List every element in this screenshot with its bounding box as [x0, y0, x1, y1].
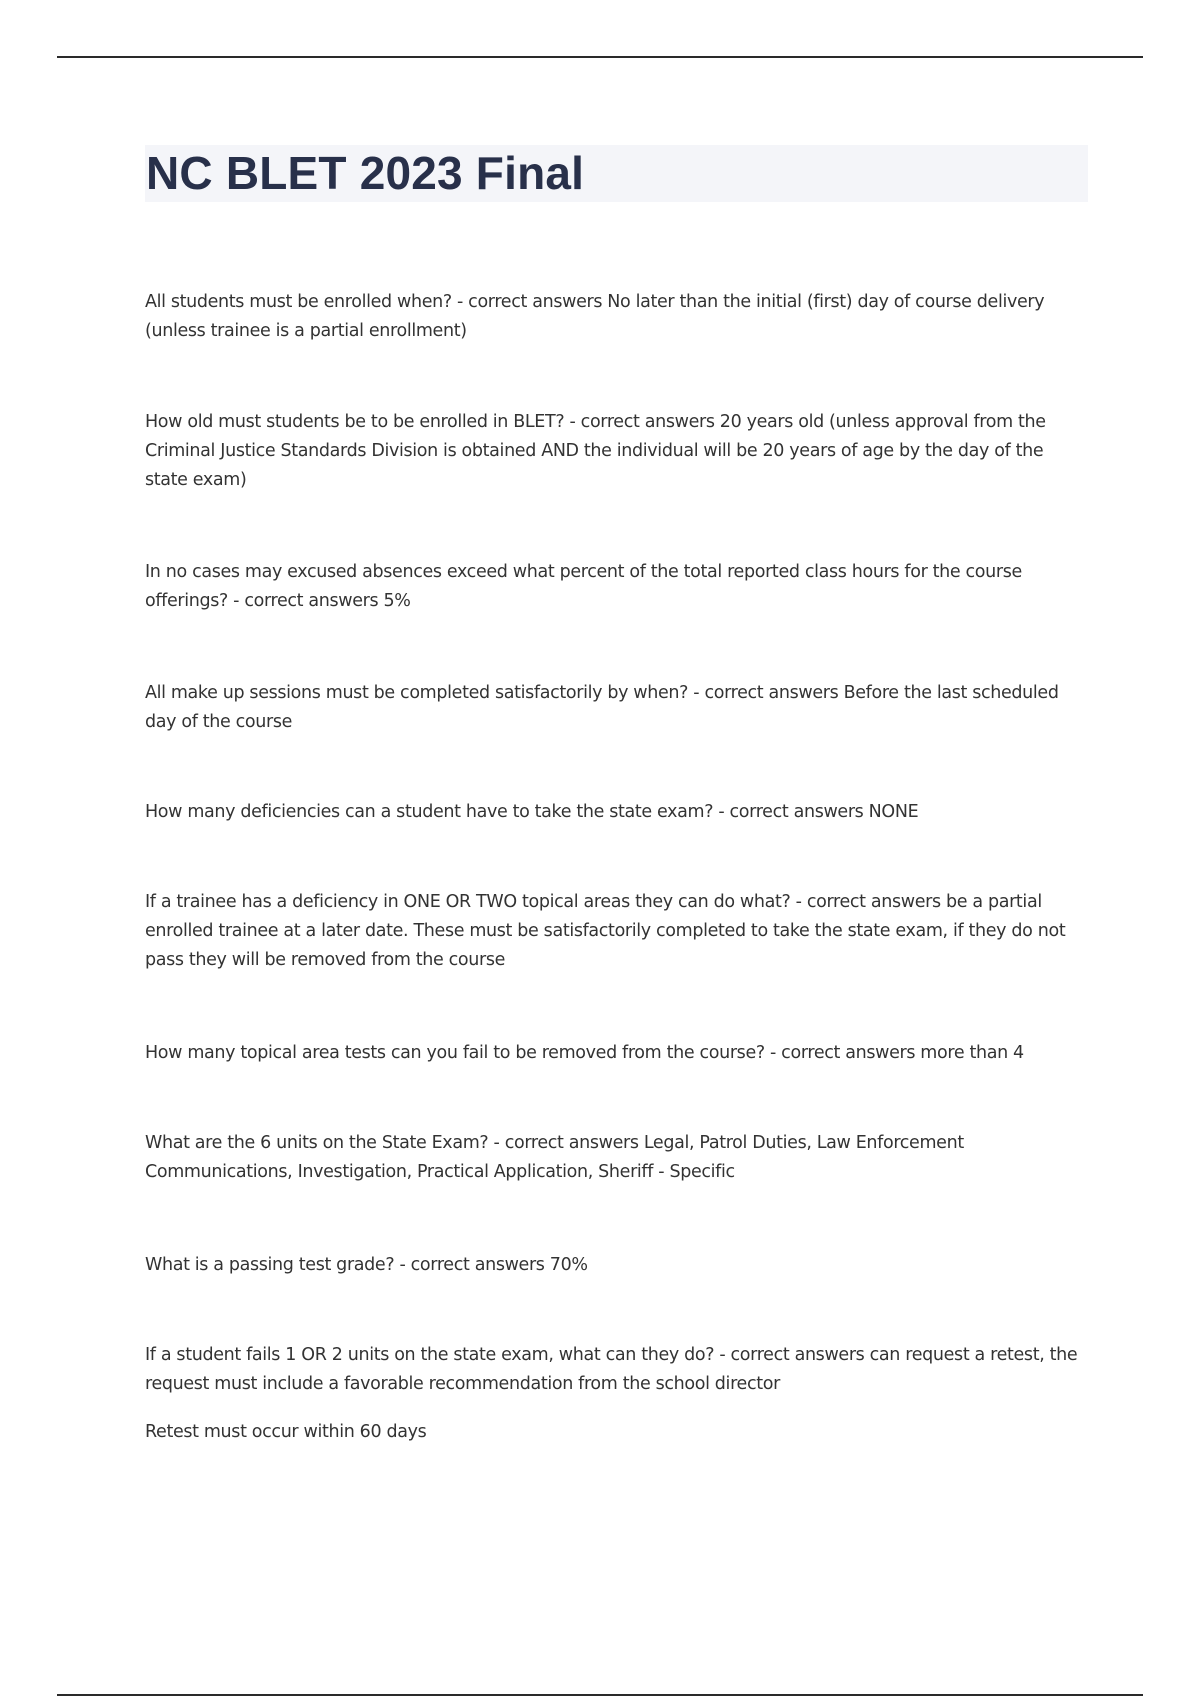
qa-item-4: All make up sessions must be completed satisfactorily by when? - correct answers Before the last scheduled day of the course — [145, 683, 1059, 732]
qa-item-7: How many topical area tests can you fail to be removed from the course? - correct answers more than 4 — [145, 1043, 1024, 1063]
retest-note: Retest must occur within 60 days — [145, 1422, 427, 1442]
qa-item-9: What is a passing test grade? - correct answers 70% — [145, 1255, 588, 1275]
qa-item-1: All students must be enrolled when? - correct answers No later than the initial (first) day of course delivery (unless trainee is a partial enrollment) — [145, 292, 1045, 341]
bottom-rule — [57, 1694, 1143, 1696]
qa-item-3: In no cases may excused absences exceed what percent of the total reported class hours for the course offerings? - correct answers 5% — [145, 562, 1022, 611]
document-title: NC BLET 2023 Final — [146, 147, 585, 199]
qa-item-2: How old must students be to be enrolled in BLET? - correct answers 20 years old (unless approval from the Criminal Justice Standards Division is obtained AND the individual will be 20 years of age by the day of the state exam) — [145, 412, 1046, 490]
qa-item-5: How many deficiencies can a student have to take the state exam? - correct answers NONE — [145, 802, 919, 822]
qa-item-6: If a trainee has a deficiency in ONE OR TWO topical areas they can do what? - correct answers be a partial enrolled trainee at a later date. These must be satisfactorily completed to take the state exam, if they do not pass they will be removed from the course — [145, 892, 1066, 970]
top-rule — [57, 56, 1143, 58]
qa-item-8: What are the 6 units on the State Exam? - correct answers Legal, Patrol Duties, Law Enforcement Communications, Investigation, Practical Application, Sheriff - Specific — [145, 1133, 964, 1182]
qa-item-10: If a student fails 1 OR 2 units on the state exam, what can they do? - correct answers can request a retest, the request must include a favorable recommendation from the school director — [145, 1345, 1078, 1394]
